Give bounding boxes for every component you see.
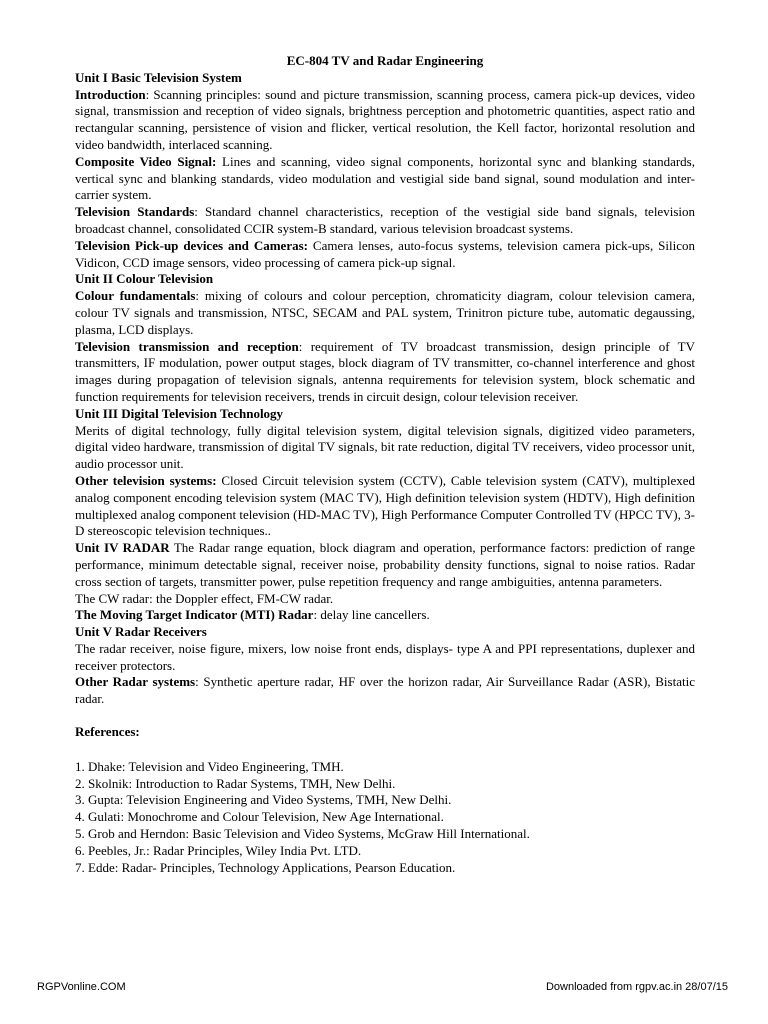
reference-item: 1. Dhake: Television and Video Engineering, TMH. xyxy=(75,758,344,774)
section-label: Composite Video Signal: xyxy=(75,153,217,169)
section-paragraph xyxy=(75,607,695,624)
footer-right-text: Downloaded from rgpv.ac.in 28/07/15 xyxy=(545,981,728,993)
references-heading: References: xyxy=(75,724,140,740)
reference-item: 7. Edde: Radar- Principles, Technology Applications, Pearson Education. xyxy=(75,859,456,875)
section-paragraph xyxy=(75,641,695,675)
section-label: Other television systems: xyxy=(75,472,217,488)
unit-heading: Unit V Radar Receivers xyxy=(75,624,207,640)
section-label: Introduction xyxy=(75,86,146,102)
section-text: The CW radar: the Doppler effect, FM-CW radar. xyxy=(75,590,334,606)
section-paragraph xyxy=(75,540,695,590)
section-paragraph xyxy=(75,288,695,338)
section-text: : requirement of TV broadcast transmission, design principle of TV transmitters, IF modulation, power output stages, block diagram of TV transmitter, co-channel interference and ghost images during propagation of television signals, antenna requirements for television system, block schematic and function requirements for television receivers, trends in circuit design, colour television receiver. xyxy=(75,338,695,404)
section-paragraph xyxy=(75,154,695,204)
section-label: Television Pick-up devices and Cameras: xyxy=(75,237,308,253)
reference-item: 5. Grob and Herndon: Basic Television and Video Systems, McGraw Hill International. xyxy=(75,826,530,842)
reference-item: 4. Gulati: Monochrome and Colour Television, New Age International. xyxy=(75,809,444,825)
section-paragraph xyxy=(75,473,695,540)
section-paragraph xyxy=(75,423,695,473)
section-paragraph xyxy=(75,339,695,406)
section-text: Merits of digital technology, fully digital television system, digital television signals, digitized video parameters, digital video hardware, transmission of digital TV signals, bit rate reduction, digital TV receivers, video processor unit, audio processor unit. xyxy=(75,422,695,472)
section-label: Unit IV RADAR xyxy=(75,540,170,556)
section-text: The radar receiver, noise figure, mixers, low noise front ends, displays- type A and PPI representations, duplexer and receiver protectors. xyxy=(75,640,695,673)
section-paragraph xyxy=(75,87,695,154)
section-label: Television Standards xyxy=(75,204,195,220)
section-label: Television transmission and reception xyxy=(75,338,299,354)
unit-heading: Unit III Digital Television Technology xyxy=(75,405,284,421)
section-label: Other Radar systems xyxy=(75,674,196,690)
syllabus-page xyxy=(75,53,695,876)
unit-heading: Unit II Colour Television xyxy=(75,271,214,287)
reference-item: 3. Gupta: Television Engineering and Video Systems, TMH, New Delhi. xyxy=(75,792,452,808)
section-text: : Standard channel characteristics, reception of the vestigial side band signals, television broadcast channel, consolidated CCIR system-B standard, various television broadcast systems. xyxy=(75,204,695,236)
reference-item: 6. Peebles, Jr.: Radar Principles, Wiley India Pvt. LTD. xyxy=(75,842,362,858)
section-text: Closed Circuit television system (CCTV), Cable television system (CATV), multiplexed analog component encoding television system (MAC TV), High definition television system (HDTV), High definition multiplexed analog component television (HD-MAC TV), High Performance Computer Controlled TV (HPCC TV), 3-D stereoscopic television techniques.. xyxy=(75,472,696,539)
section-text: Camera lenses, auto-focus systems, television camera pick-ups, Silicon Vidicon, CCD image sensors, video processing of camera pick-up signal. xyxy=(75,237,695,270)
section-text: : mixing of colours and colour perception, chromaticity diagram, colour television camera, colour TV signals and transmission, NTSC, SECAM and PAL system, Trinitron picture tube, automatic degaussing, plasma, LCD displays. xyxy=(75,288,695,337)
section-label: The Moving Target Indicator (MTI) Radar xyxy=(75,607,314,623)
section-paragraph xyxy=(75,591,695,608)
section-paragraph xyxy=(75,674,695,708)
page-title: EC-804 TV and Radar Engineering xyxy=(286,53,484,68)
section-label: Colour fundamentals xyxy=(75,288,196,304)
reference-item: 2. Skolnik: Introduction to Radar Systems, TMH, New Delhi. xyxy=(75,775,396,791)
section-text: The Radar range equation, block diagram and operation, performance factors: prediction of range performance, minimum detectable signal, receiver noise, probability density functions, signal to noise ratios. Radar cross section of targets, transmitter power, pulse repetition frequency and range ambiguities, antenna parameters. xyxy=(75,540,695,589)
section-text: : Synthetic aperture radar, HF over the horizon radar, Air Surveillance Radar (ASR), Bistatic radar. xyxy=(75,674,695,707)
footer-left-text: RGPVonline.COM xyxy=(37,981,126,993)
unit-heading: Unit I Basic Television System xyxy=(75,69,242,85)
references-list xyxy=(75,759,695,877)
section-text: : Scanning principles: sound and picture transmission, scanning process, camera pick-up devices, video signal, transmission and reception of video signals, brightness perception and photometric quantities, aspect ratio and rectangular scanning, persistence of vision and flicker, vertical resolution, the Kell factor, horizontal resolution and video bandwidth, interlaced scanning. xyxy=(75,86,695,152)
section-text: : delay line cancellers. xyxy=(313,607,430,623)
section-paragraph xyxy=(75,204,695,238)
section-text: Lines and scanning, video signal components, horizontal sync and blanking standards, vertical sync and blanking standards, video modulation and vestigial side band signal, sound modulation and inter-carrier system. xyxy=(75,153,695,203)
units-container xyxy=(75,70,695,708)
section-paragraph xyxy=(75,238,695,272)
